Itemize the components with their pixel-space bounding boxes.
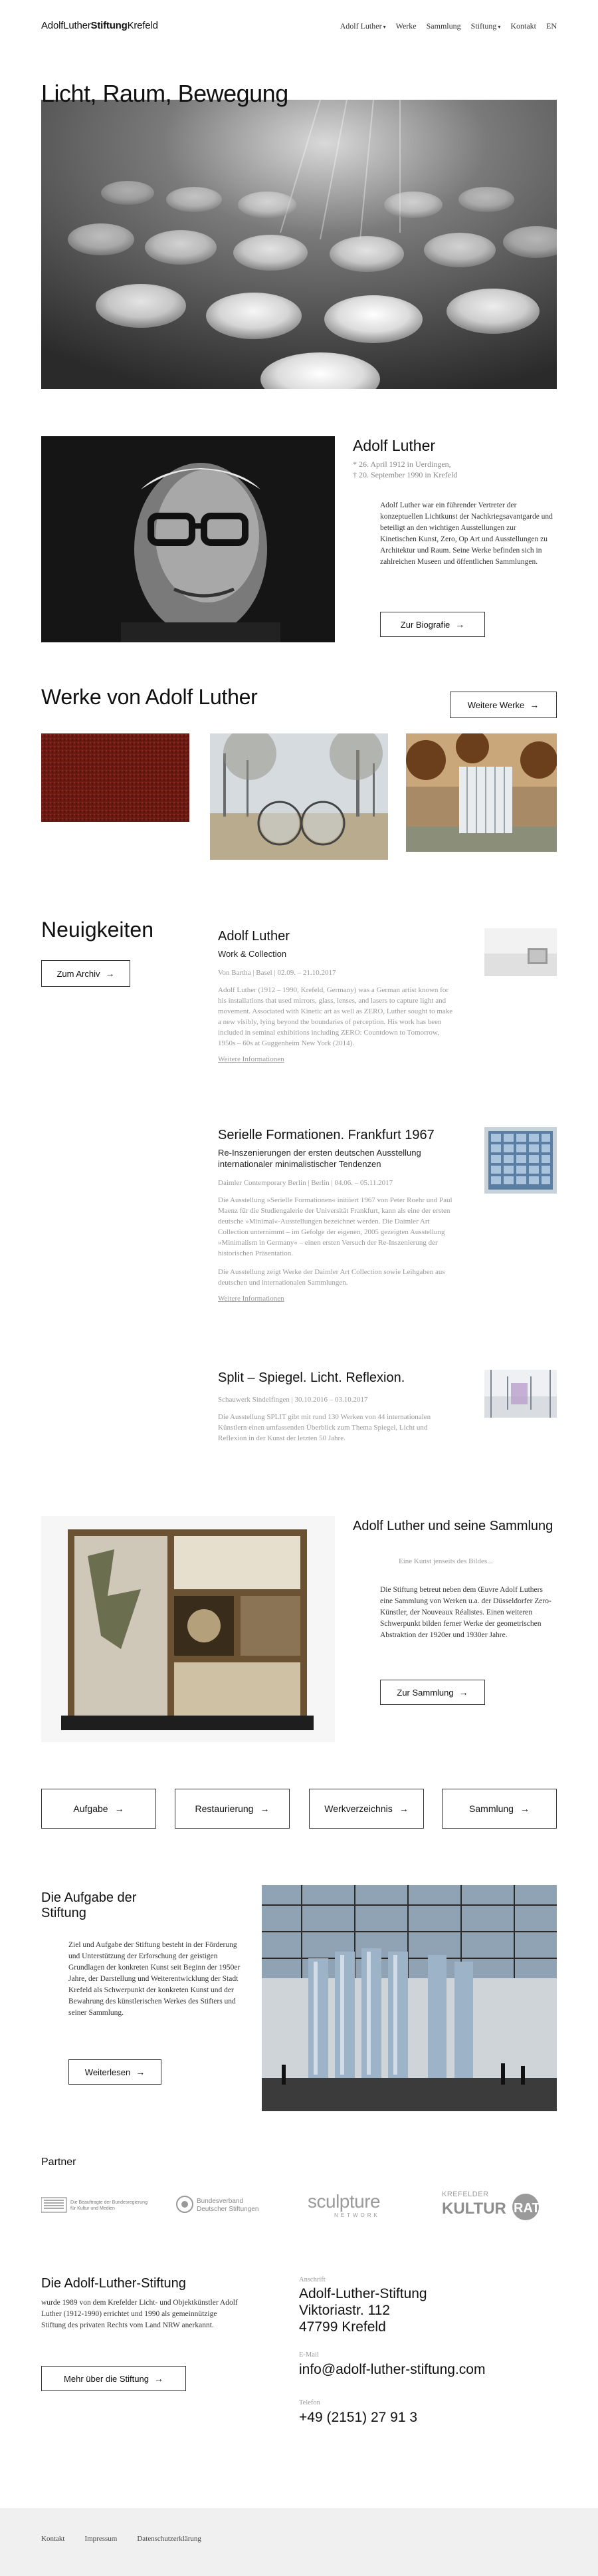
aufgabe-title: Die Aufgabe der Stiftung	[41, 1890, 137, 1920]
button-label: Restaurierung	[195, 1803, 254, 1814]
arrow-right-icon: →	[455, 619, 465, 630]
news-subtitle: Re-Inszenierungen der ersten deutschen Ausstellung internationaler minimalistischer Tendenzen	[218, 1148, 421, 1169]
news-subtitle: Work & Collection	[218, 949, 287, 959]
news-thumbnail[interactable]	[484, 928, 557, 976]
works-title: Werke von Adolf Luther	[41, 685, 258, 709]
partner-sculpture-line1: sculpture	[308, 2191, 381, 2212]
arrow-right-icon: →	[458, 1687, 468, 1698]
foundation-image	[262, 1885, 557, 2111]
partner-logo-bundesverband[interactable]	[175, 2188, 282, 2221]
site-footer	[0, 2508, 598, 2576]
button-label: Weitere Werke	[467, 700, 525, 710]
nav-label: Stiftung	[470, 21, 497, 31]
address	[299, 2285, 427, 2335]
news-title[interactable]: Adolf Luther	[218, 929, 290, 944]
quicklink-restaurierung[interactable]	[175, 1789, 290, 1829]
aufgabe-text: Ziel und Aufgabe der Stiftung besteht in der Förderung und Unterstützung der Erforschung der geistigen Grundlagen der konkreten Kunst seit Beginn der 1950er Jahre, der Darstellung und Weiterentwicklung der Stadt Krefeld als Schwerpunkt der konkreten Kunst und der Bewahrung des künstlerischen Werkes des Stifters und seiner Sammlung.	[68, 1941, 241, 2017]
nav-item-werke[interactable]	[396, 21, 417, 31]
footer-link-datenschutz[interactable]: Datenschutzerklärung	[137, 2535, 201, 2543]
bio-text: Adolf Luther war ein führender Vertreter der konzeptuellen Lichtkunst der Nachkriegsavantgarde und beteiligt an den wichtigen Ausstellungen zur Kinetischen Kunst, Zero, Op Art und Ausstellungen zu Architektur und Raum. Seine Werke befinden sich in zahlreichen Museen und öffentlichen Sammlungen.	[380, 501, 553, 566]
address-line: 47799 Krefeld	[299, 2319, 386, 2335]
button-label: Sammlung	[469, 1803, 514, 1814]
site-header	[0, 0, 598, 53]
logo-prefix: AdolfLuther	[41, 20, 91, 31]
button-label: Weiterlesen	[84, 2067, 131, 2077]
partner-kr-line1: KREFELDER	[442, 2190, 489, 2198]
arrow-right-icon: →	[260, 1803, 270, 1814]
phone-label: Telefon	[299, 2399, 320, 2406]
partner-bv-line2: Deutscher Stiftungen	[197, 2206, 259, 2213]
news-body: Adolf Luther (1912 – 1990, Krefeld, Germany) was a German artist known for his installations that used mirrors, glass, lenses, and lasers to capture light and movement. Associated with Kinetic art as well as ZERO, Luther sought to make a new visibly, lying beyond the boundaries of perception. His work has been included in seminal exhibitions including ZERO: Countdown to Tomorrow, 1950s – 60s at Guggenheim New York (2014).	[218, 986, 453, 1047]
partner-logo-sculpture-network[interactable]	[308, 2188, 412, 2221]
arrow-right-icon: →	[153, 2373, 163, 2384]
address-line: Adolf-Luther-Stiftung	[299, 2286, 427, 2301]
biography-button[interactable]	[380, 612, 485, 637]
phone-link[interactable]: +49 (2151) 27 91 3	[299, 2410, 418, 2425]
adolf-luther-portrait	[41, 436, 335, 642]
arrow-right-icon: →	[530, 700, 540, 710]
quicklink-werkverzeichnis[interactable]	[309, 1789, 424, 1829]
news-meta: Daimler Contemporary Berlin | Berlin | 04.06. – 05.11.2017	[218, 1179, 393, 1187]
main-nav	[340, 21, 557, 31]
nav-label: Kontakt	[510, 21, 536, 31]
footer-link-kontakt[interactable]: Kontakt	[41, 2535, 65, 2543]
button-label: Mehr über die Stiftung	[64, 2373, 149, 2384]
nav-label: Werke	[395, 21, 417, 31]
news-body: Die Ausstellung zeigt Werke der Daimler Art Collection sowie Leihgaben aus deutschen und internationalen Sammlungen.	[218, 1268, 445, 1287]
site-logo[interactable]	[41, 20, 158, 31]
news-body: Die Ausstellung »Serielle Formationen« initiiert 1967 von Peter Roehr und Paul Maenz für die Studiengalerie der Universität Frankfurt, kann als eine der ersten deutsche »Minimal«-Ausstellungen bezeichnet werden. Die Daimler Art Collection unternimmt – im Gefolge der eigenen, 2005 gezeigten Ausstellung »Minimalism in Germany« – einen ersten Versuch der Re-Inszenierung der historischen Präsentation.	[218, 1196, 452, 1257]
work-image[interactable]	[406, 733, 557, 852]
archive-button[interactable]	[41, 960, 130, 987]
news-title[interactable]: Serielle Formationen. Frankfurt 1967	[218, 1128, 435, 1142]
bio-dates	[353, 459, 457, 480]
stiftung-text: wurde 1989 von dem Krefelder Licht- und Objektkünstler Adolf Luther (1912-1990) errichtet und 1990 als gemeinnützige Stiftung des privaten Rechts vom Land NRW anerkannt.	[41, 2299, 238, 2329]
nav-item-stiftung[interactable]	[471, 21, 501, 31]
news-title: Neuigkeiten	[41, 918, 153, 942]
email-label: E-Mail	[299, 2351, 319, 2359]
bio-born: * 26. April 1912 in Uerdingen,	[353, 459, 451, 469]
stiftung-title: Die Adolf-Luther-Stiftung	[41, 2276, 186, 2291]
partner-bkm-line1: Die Beauftragte der Bundesregierung	[70, 2200, 148, 2205]
read-more-button[interactable]	[68, 2059, 161, 2085]
partner-bv-line1: Bundesverband	[197, 2198, 244, 2205]
collection-title: Adolf Luther und seine Sammlung	[353, 1519, 553, 1533]
bio-name: Adolf Luther	[353, 437, 436, 454]
address-label: Anschrift	[299, 2276, 326, 2283]
more-works-button[interactable]	[450, 692, 557, 718]
news-thumbnail[interactable]	[484, 1127, 557, 1194]
partner-bkm-line2: für Kultur und Medien	[70, 2206, 115, 2211]
button-label: Aufgabe	[73, 1803, 108, 1814]
button-label: Zum Archiv	[56, 968, 100, 979]
about-foundation-button[interactable]	[41, 2366, 186, 2391]
nav-label: Adolf Luther	[340, 21, 382, 31]
partner-kr-line3: RAT	[514, 2201, 540, 2216]
nav-item-adolf-luther[interactable]	[340, 21, 386, 31]
arrow-right-icon: →	[520, 1803, 530, 1814]
collection-text: Die Stiftung betreut neben dem Œuvre Adolf Luthers eine Sammlung von Werken u.a. der Düsseldorfer Zero-Künstler, der Nouveaux Réalistes. Einen weiteren Schwerpunkt bilden ferner Werke der geometrischen Abstraktion der 1920er und 1930er Jahre.	[380, 1586, 551, 1639]
hero-image	[41, 100, 557, 389]
work-image[interactable]	[210, 733, 388, 860]
collection-subtitle: Eine Kunst jenseits des Bildes...	[399, 1557, 493, 1565]
partner-sculpture-line2: NETWORK	[334, 2212, 380, 2218]
logo-suffix: Krefeld	[127, 20, 158, 31]
news-thumbnail[interactable]	[484, 1370, 557, 1418]
footer-link-impressum[interactable]: Impressum	[84, 2535, 118, 2543]
partner-title: Partner	[41, 2156, 76, 2168]
arrow-right-icon: →	[136, 2067, 146, 2077]
news-item	[218, 1127, 457, 1304]
quicklink-aufgabe[interactable]	[41, 1789, 156, 1829]
nav-label: EN	[546, 21, 557, 31]
arrow-right-icon: →	[399, 1803, 409, 1814]
bio-died: † 20. September 1990 in Krefeld	[353, 470, 458, 479]
arrow-right-icon: →	[114, 1803, 124, 1814]
more-info-link[interactable]: Weitere Informationen	[218, 1295, 284, 1303]
news-item	[218, 1370, 457, 1444]
nav-item-kontakt[interactable]	[510, 21, 536, 31]
collection-button[interactable]	[380, 1680, 485, 1705]
collection-image	[41, 1516, 335, 1742]
button-label: Zur Sammlung	[397, 1687, 454, 1698]
logo-bold: Stiftung	[90, 20, 128, 31]
news-meta: Von Bartha | Basel | 02.09. – 21.10.2017	[218, 969, 336, 977]
hero-title: Licht, Raum, Bewegung	[41, 80, 288, 107]
quicklink-sammlung[interactable]	[442, 1789, 557, 1829]
footer-nav	[41, 2535, 201, 2543]
chevron-down-icon: ▾	[498, 24, 501, 30]
button-label: Zur Biografie	[400, 619, 450, 630]
email-link[interactable]: info@adolf-luther-stiftung.com	[299, 2362, 486, 2377]
news-title[interactable]: Split – Spiegel. Licht. Reflexion.	[218, 1370, 405, 1385]
nav-item-language-en[interactable]	[546, 21, 557, 31]
news-item	[218, 928, 457, 1065]
address-line: Viktoriastr. 112	[299, 2303, 390, 2318]
news-body: Die Ausstellung SPLIT gibt mit rund 130 Werken von 44 internationalen Künstlern einen umfassenden Überblick zum Thema Spiegel, Licht und Reflexion in der Kunst der letzten 50 Jahre.	[218, 1413, 431, 1442]
partner-kr-line2: KULTUR	[442, 2200, 506, 2218]
chevron-down-icon: ▾	[383, 24, 386, 30]
arrow-right-icon: →	[105, 968, 115, 979]
partner-logo-kulturrat[interactable]	[441, 2188, 546, 2221]
news-meta: Schauwerk Sindelfingen | 30.10.2016 – 03.10.2017	[218, 1396, 368, 1404]
nav-label: Sammlung	[426, 21, 461, 31]
work-image[interactable]	[41, 733, 189, 822]
more-info-link[interactable]: Weitere Informationen	[218, 1055, 284, 1063]
partner-logo-bkm[interactable]	[41, 2188, 164, 2221]
button-label: Werkverzeichnis	[324, 1803, 393, 1814]
nav-item-sammlung[interactable]	[427, 21, 461, 31]
